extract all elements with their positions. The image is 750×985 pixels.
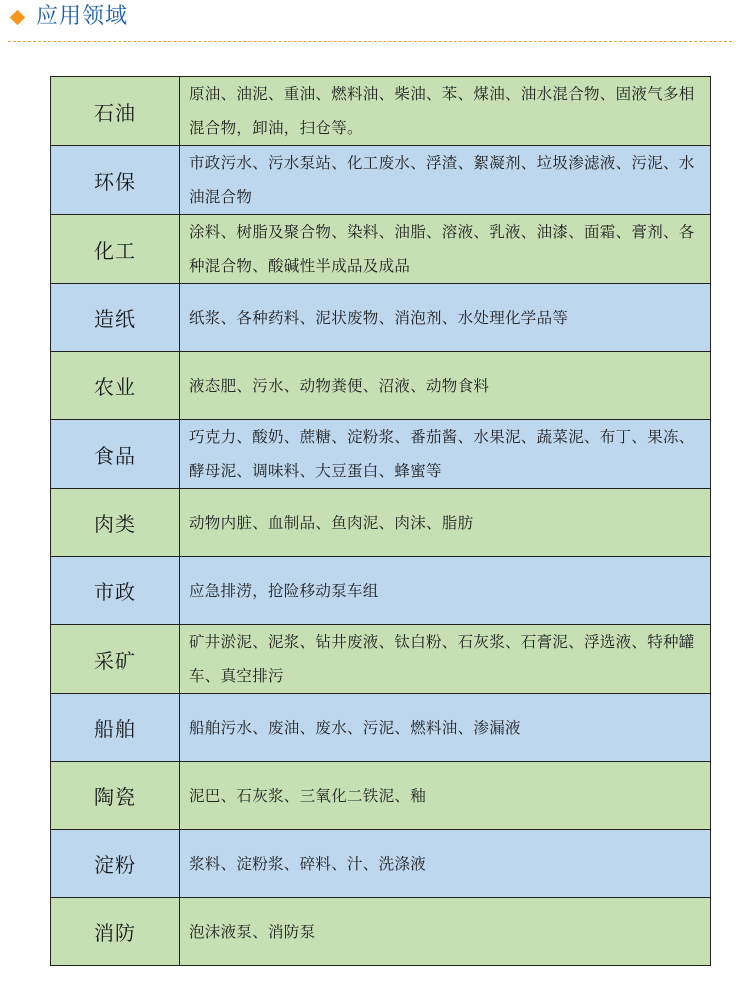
table-row	[51, 284, 711, 352]
category-cell: 造纸	[51, 284, 180, 352]
category-cell: 食品	[51, 420, 180, 489]
category-cell: 石油	[51, 77, 180, 146]
table-row	[51, 215, 711, 284]
category-cell: 采矿	[51, 625, 180, 694]
section-title: 应用领域	[36, 4, 129, 29]
table-row	[51, 146, 711, 215]
diamond-bullet-icon	[10, 10, 26, 26]
items-cell: 动物内脏、血制品、鱼肉泥、肉沫、脂肪	[180, 489, 711, 557]
table-row	[51, 557, 711, 625]
table-row	[51, 352, 711, 420]
items-cell: 原油、油泥、重油、燃料油、柴油、苯、煤油、油水混合物、固液气多相混合物，卸油，扫仓等。	[180, 77, 711, 146]
table-row	[51, 762, 711, 830]
table-row	[51, 694, 711, 762]
items-cell: 液态肥、污水、动物粪便、沼液、动物食料	[180, 352, 711, 420]
table-row	[51, 625, 711, 694]
table-row	[51, 489, 711, 557]
items-cell: 泥巴、石灰浆、三氧化二铁泥、釉	[180, 762, 711, 830]
application-table	[50, 76, 711, 966]
items-cell: 纸浆、各种药料、泥状废物、消泡剂、水处理化学品等	[180, 284, 711, 352]
category-cell: 船舶	[51, 694, 180, 762]
section-header	[10, 0, 730, 42]
table-row	[51, 898, 711, 966]
items-cell: 船舶污水、废油、废水、污泥、燃料油、渗漏液	[180, 694, 711, 762]
items-cell: 泡沫液泵、消防泵	[180, 898, 711, 966]
dashed-divider	[8, 41, 732, 42]
items-cell: 巧克力、酸奶、蔗糖、淀粉浆、番茄酱、水果泥、蔬菜泥、布丁、果冻、酵母泥、调味料、大豆蛋白、蜂蜜等	[180, 420, 711, 489]
items-cell: 应急排涝，抢险移动泵车组	[180, 557, 711, 625]
category-cell: 消防	[51, 898, 180, 966]
items-cell: 涂料、树脂及聚合物、染料、油脂、溶液、乳液、油漆、面霜、膏剂、各种混合物、酸碱性半成品及成品	[180, 215, 711, 284]
category-cell: 市政	[51, 557, 180, 625]
category-cell: 化工	[51, 215, 180, 284]
category-cell: 淀粉	[51, 830, 180, 898]
items-cell: 矿井淤泥、泥浆、钻井废液、钛白粉、石灰浆、石膏泥、浮选液、特种罐车、真空排污	[180, 625, 711, 694]
category-cell: 陶瓷	[51, 762, 180, 830]
items-cell: 市政污水、污水泵站、化工废水、浮渣、絮凝剂、垃圾渗滤液、污泥、水油混合物	[180, 146, 711, 215]
table-row	[51, 830, 711, 898]
items-cell: 浆料、淀粉浆、碎料、汁、洗涤液	[180, 830, 711, 898]
category-cell: 农业	[51, 352, 180, 420]
category-cell: 环保	[51, 146, 180, 215]
table-row	[51, 420, 711, 489]
category-cell: 肉类	[51, 489, 180, 557]
table-row	[51, 77, 711, 146]
